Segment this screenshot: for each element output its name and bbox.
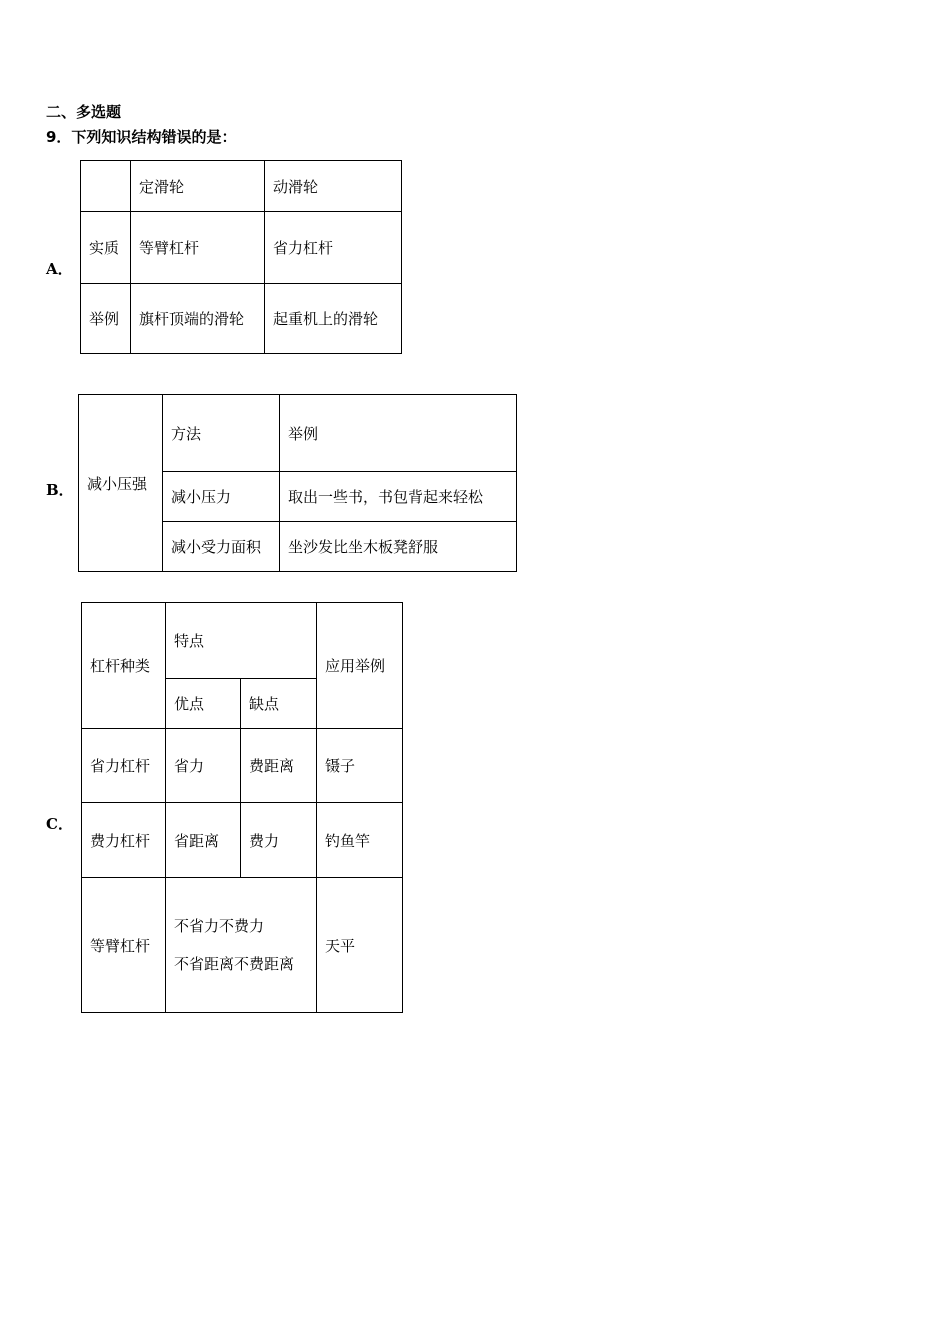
table-cell: 缺点 (241, 679, 317, 729)
table-cell: 减小压强 (79, 395, 163, 572)
table-row (82, 878, 403, 1013)
option-b-table (78, 394, 517, 572)
table-cell: 镊子 (317, 729, 403, 803)
option-a-label: A． (46, 260, 73, 278)
table-cell: 省力杠杆 (82, 729, 166, 803)
table-cell: 举例 (81, 284, 131, 354)
option-a-table (80, 160, 402, 354)
table-row (81, 212, 402, 284)
table-cell: 动滑轮 (265, 161, 402, 212)
option-b-label: B． (46, 481, 74, 499)
table-cell: 实质 (81, 212, 131, 284)
table-cell: 坐沙发比坐木板凳舒服 (280, 522, 517, 572)
table-cell: 优点 (166, 679, 241, 729)
table-cell: 天平 (317, 878, 403, 1013)
feature-line-1: 不省力不费力 (174, 917, 265, 935)
table-cell: 钓鱼竿 (317, 803, 403, 878)
table-row (79, 395, 517, 472)
table-cell: 等臂杠杆 (131, 212, 265, 284)
table-row (82, 729, 403, 803)
table-cell: 特点 (166, 603, 317, 679)
table-cell: 等臂杠杆 (82, 878, 166, 1013)
table-cell: 旗杆顶端的滑轮 (131, 284, 265, 354)
table-row (82, 803, 403, 878)
section-title: 二、多选题 (46, 103, 122, 121)
table-row (81, 161, 402, 212)
table-cell: 减小受力面积 (163, 522, 280, 572)
table-cell: 减小压力 (163, 472, 280, 522)
table-cell: 举例 (280, 395, 517, 472)
table-cell: 应用举例 (317, 603, 403, 729)
table-cell-features (166, 878, 317, 1013)
table-row (81, 284, 402, 354)
option-c-label: C． (46, 815, 73, 833)
question-text: 9．下列知识结构错误的是： (46, 128, 237, 146)
table-row (82, 603, 403, 679)
feature-line-2: 不省距离不费距离 (174, 955, 295, 973)
table-cell: 方法 (163, 395, 280, 472)
table-cell: 省力 (166, 729, 241, 803)
table-cell: 省距离 (166, 803, 241, 878)
table-cell: 定滑轮 (131, 161, 265, 212)
table-cell (81, 161, 131, 212)
table-cell: 费距离 (241, 729, 317, 803)
table-cell: 起重机上的滑轮 (265, 284, 402, 354)
table-cell: 省力杠杆 (265, 212, 402, 284)
table-cell: 费力杠杆 (82, 803, 166, 878)
option-c-table (81, 602, 403, 1013)
table-cell: 费力 (241, 803, 317, 878)
table-cell: 取出一些书，书包背起来轻松 (280, 472, 517, 522)
table-cell: 杠杆种类 (82, 603, 166, 729)
